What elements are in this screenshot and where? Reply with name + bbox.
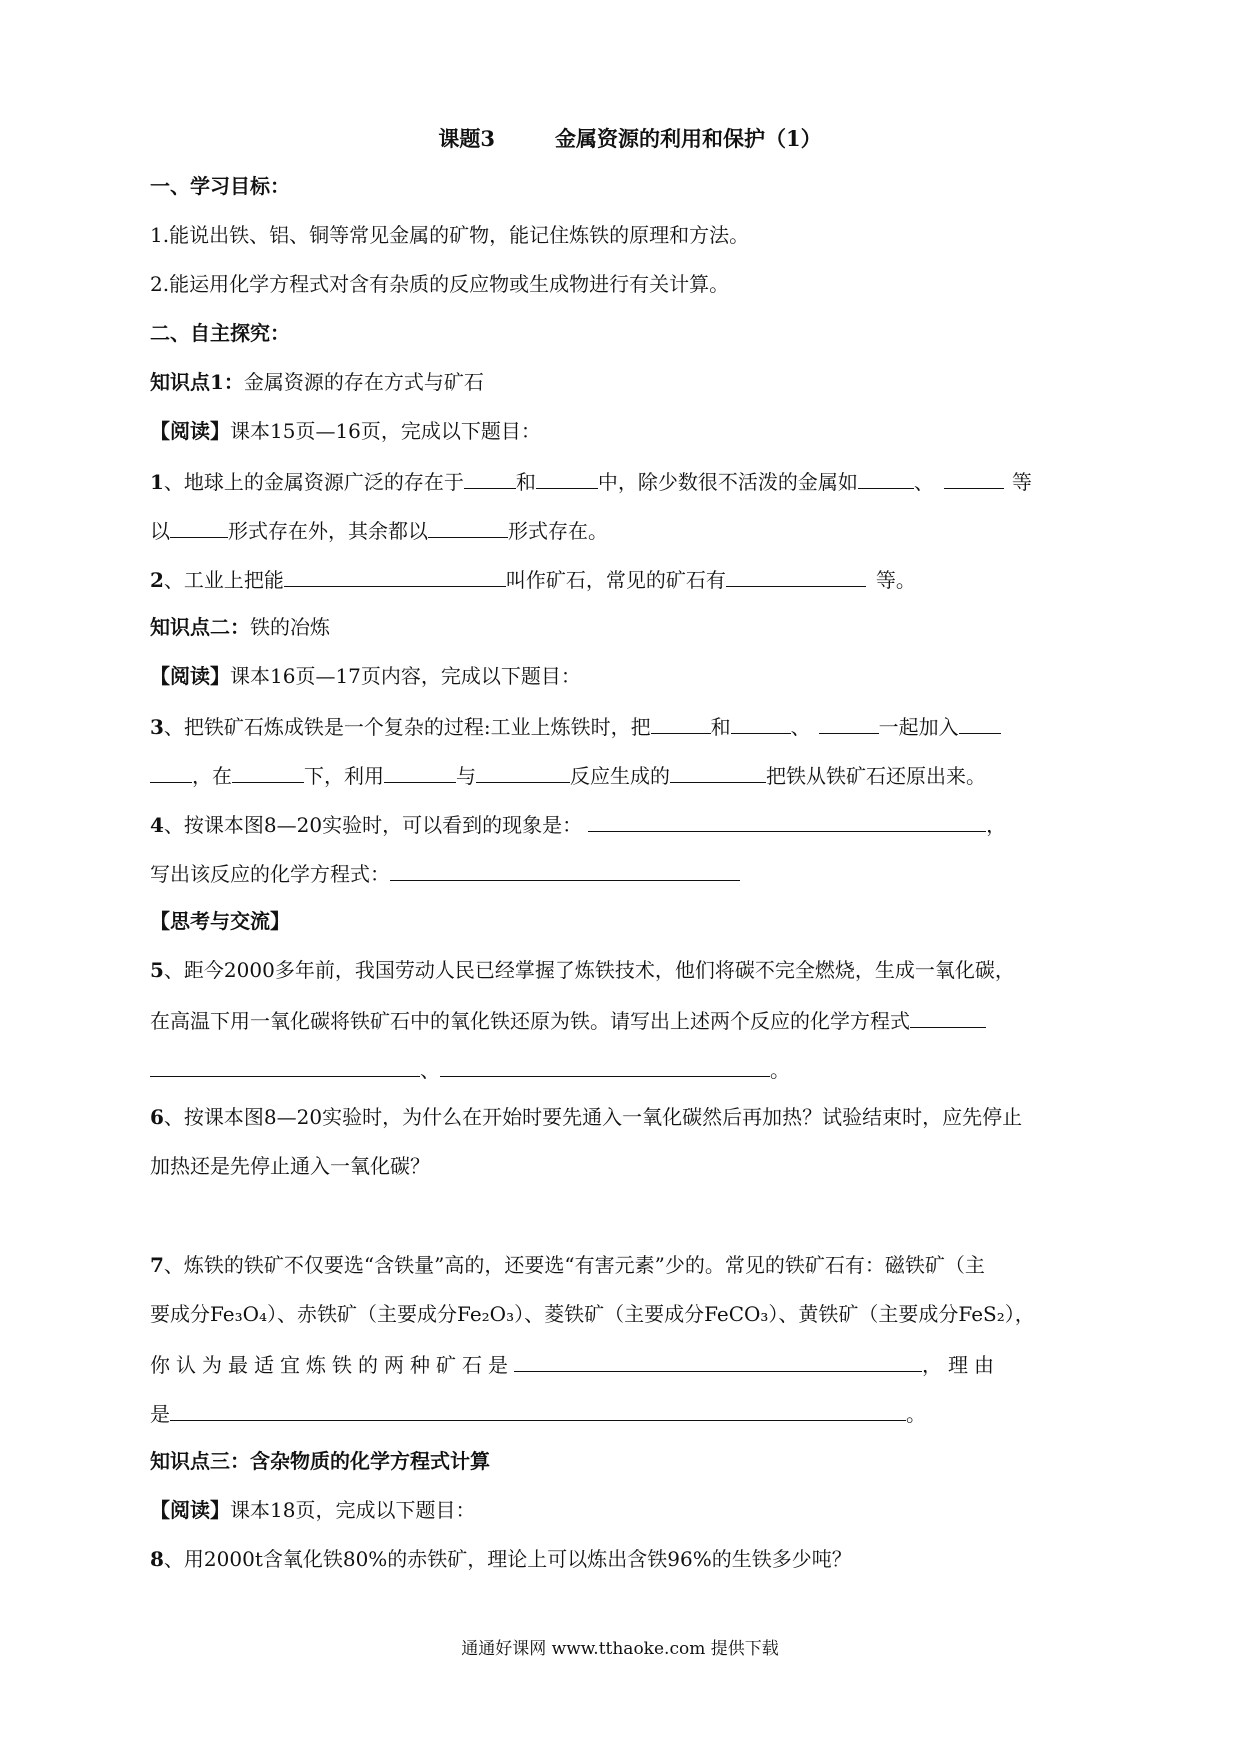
kp2-text: 铁的冶炼 [250,615,330,639]
q3-text-e: ，在 [192,764,232,788]
think-heading: 【思考与交流】 [150,909,290,933]
q3-text-f: 下，利用 [304,764,384,788]
reading-1 [150,415,1100,447]
knowledge-point-2 [150,611,1100,643]
q1-blank-5[interactable] [170,513,228,538]
q2-text-a: 、工业上把能 [163,568,284,592]
page-footer: 通通好课网 www.tthaoke.com 提供下载 [461,1639,779,1659]
q3-blank-2[interactable] [731,709,791,734]
q3-blank-3[interactable] [819,709,879,734]
q5-blank-1[interactable] [910,1003,986,1028]
q1-text-d: 、 [913,470,934,494]
q8-number: 8 [150,1547,164,1571]
question-4-line-2 [150,856,1100,888]
q5-text-b: 在高温下用一氧化碳将铁矿石中的氧化铁还原为铁。请写出上述两个反应的化学方程式 [150,1009,910,1033]
q3-text-d: 一起加入 [878,715,959,739]
q1-text-b: 和 [515,470,536,494]
q3-text-a: 、把铁矿石炼成铁是一个复杂的过程:工业上炼铁时，把 [163,715,651,739]
q3-text-b: 和 [710,715,731,739]
q4-number: 4 [150,813,164,837]
q6-text-a: 、按课本图8—20实验时，为什么在开始时要先通入一氧化碳然后再加热？试验结束时，应先停止 [163,1105,1023,1129]
question-8 [150,1543,1100,1575]
q7-blank-reason[interactable] [170,1396,906,1421]
q4-blank-phenomenon[interactable] [588,807,986,832]
question-7-line-4 [150,1396,1100,1428]
q1-text-c: 中，除少数很不活泼的金属如 [597,470,858,494]
q2-text-b: 叫作矿石，常见的矿石有 [505,568,726,592]
kp1-label: 知识点1： [150,370,244,394]
question-7-line-2 [150,1298,1100,1330]
q2-blank-2[interactable] [726,562,866,587]
read3-text: 课本18页，完成以下题目： [230,1498,476,1522]
q3-number: 3 [150,715,164,739]
q1-blank-2[interactable] [536,464,598,489]
question-1-line-1 [150,464,1100,496]
kp1-text: 金属资源的存在方式与矿石 [243,370,484,394]
page-title [150,122,1100,156]
q1-text-g: 形式存在外，其余都以 [228,519,428,543]
q2-text-c: 等。 [875,568,916,592]
question-5-line-1 [150,954,1100,986]
q5-number: 5 [150,958,164,982]
q6-number: 6 [150,1105,164,1129]
read2-label: 【阅读】 [150,664,230,688]
q7-blank-ores[interactable] [514,1347,922,1372]
q7-text-e: 是 [150,1402,170,1426]
worksheet-content [150,122,1100,1592]
title-lesson-name: 金属资源的利用和保护（1） [555,126,822,151]
q8-text-a: 、用2000t含氧化铁80%的赤铁矿，理论上可以炼出含铁96%的生铁多少吨？ [163,1547,852,1571]
q4-text-b: ， [986,813,1007,837]
reading-3 [150,1494,1100,1526]
q3-blank-4a[interactable] [959,709,1001,734]
q1-blank-6[interactable] [428,513,508,538]
knowledge-point-3: 知识点三：含杂物质的化学方程式计算 [150,1449,490,1473]
q3-blank-1[interactable] [651,709,711,734]
q1-number: 1 [150,470,164,494]
goals-heading: 一、学习目标： [150,174,290,198]
question-3-line-1 [150,709,1100,741]
question-5-line-3 [150,1052,1100,1084]
question-1-line-2 [150,513,1100,545]
question-3-line-2 [150,758,1100,790]
q3-blank-5[interactable] [232,758,304,783]
q7-text-b: 要成分Fe₃O₄）、赤铁矿（主要成分Fe₂O₃）、菱铁矿（主要成分FeCO₃）、黄铁矿（主要成分FeS₂）， [150,1302,1035,1326]
q1-blank-4[interactable] [944,464,1004,489]
q3-blank-8[interactable] [670,758,766,783]
question-7-line-3 [150,1347,1100,1379]
read3-label: 【阅读】 [150,1498,230,1522]
q3-blank-7[interactable] [476,758,570,783]
knowledge-point-1 [150,366,1100,398]
q3-text-i: 把铁从铁矿石还原出来。 [766,764,986,788]
goal-2: 2.能运用化学方程式对含有杂质的反应物或生成物进行有关计算。 [150,272,730,296]
q5-blank-2[interactable] [150,1052,420,1077]
question-2 [150,562,1100,594]
question-7-line-1 [150,1249,1100,1281]
q7-text-c: 你认为最适宜炼铁的两种矿石是 [150,1353,514,1377]
q2-blank-1[interactable] [284,562,506,587]
read2-text: 课本16页—17页内容，完成以下题目： [230,664,581,688]
explore-heading: 二、自主探究： [150,321,290,345]
q4-text-a: 、按课本图8—20实验时，可以看到的现象是： [163,813,583,837]
question-5-line-2 [150,1003,1100,1035]
q3-blank-6[interactable] [384,758,456,783]
q1-text-f: 以 [150,519,170,543]
q5-text-d: 。 [770,1058,790,1082]
q5-text-c: 、 [420,1058,440,1082]
q7-text-d: ，理由 [922,1353,1000,1377]
reading-2 [150,660,1100,692]
q1-text-a: 、地球上的金属资源广泛的存在于 [163,470,464,494]
q3-text-g: 与 [456,764,476,788]
title-lesson-number: 课题3 [438,126,495,151]
goal-1: 1.能说出铁、铝、铜等常见金属的矿物，能记住炼铁的原理和方法。 [150,223,750,247]
question-6-line-2 [150,1150,1100,1182]
read1-text: 课本15页—16页，完成以下题目： [230,419,541,443]
question-6-line-1 [150,1101,1100,1133]
answer-space-q6[interactable] [150,1199,1100,1249]
q5-text-a: 、距今2000多年前，我国劳动人民已经掌握了炼铁技术，他们将碳不完全燃烧，生成一氧化碳， [163,958,1015,982]
q5-blank-3[interactable] [440,1052,770,1077]
q1-text-e: 等 [1011,470,1032,494]
q7-text-f: 。 [906,1402,926,1426]
q1-text-h: 形式存在。 [508,519,608,543]
q3-blank-4b[interactable] [150,758,192,783]
q1-blank-3[interactable] [858,464,914,489]
q3-text-c: 、 [790,715,811,739]
q4-blank-equation[interactable] [390,856,740,881]
q4-text-c: 写出该反应的化学方程式： [150,862,390,886]
q6-text-b: 加热还是先停止通入一氧化碳？ [150,1154,430,1178]
kp2-label: 知识点二： [150,615,250,639]
q3-text-h: 反应生成的 [570,764,670,788]
question-4-line-1 [150,807,1100,839]
q7-number: 7 [150,1253,164,1277]
read1-label: 【阅读】 [150,419,230,443]
q1-blank-1[interactable] [464,464,516,489]
q7-text-a: 、炼铁的铁矿不仅要选“含铁量”高的，还要选“有害元素”少的。常见的铁矿石有：磁铁矿（主 [163,1253,985,1277]
q2-number: 2 [150,568,164,592]
